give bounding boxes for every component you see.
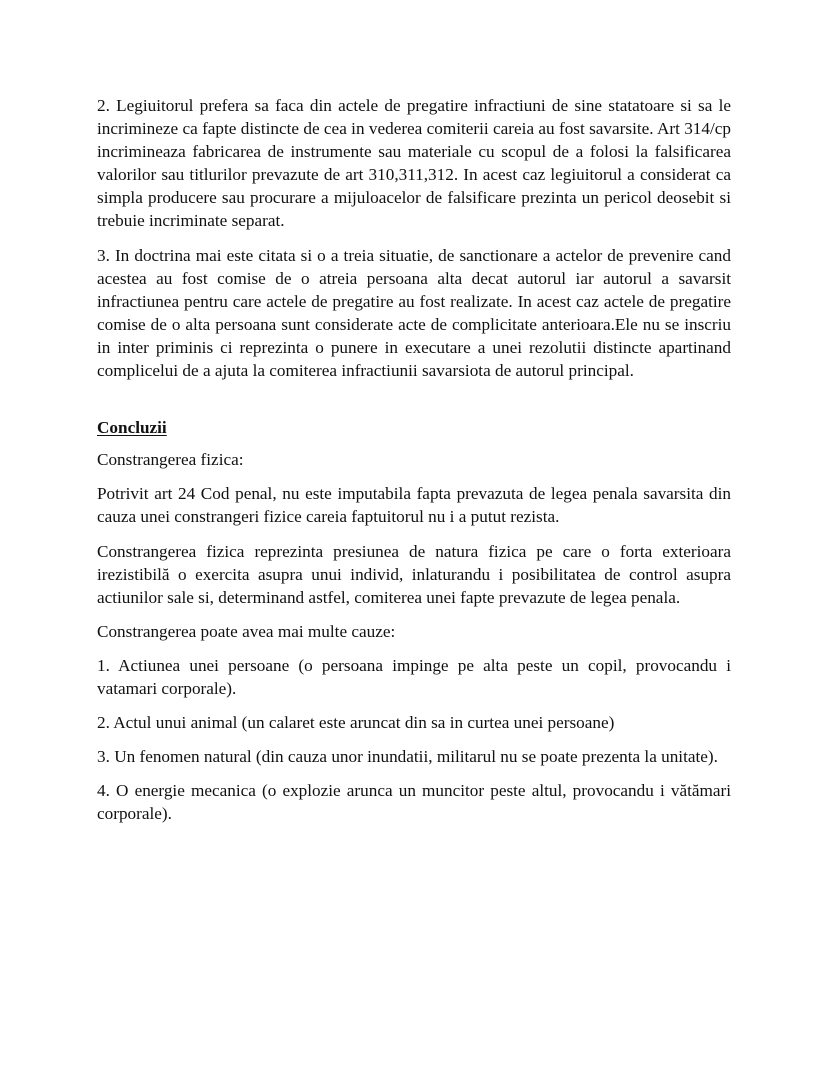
paragraph-art-24: Potrivit art 24 Cod penal, nu este imputabila fapta prevazuta de legea penala savarsita din cauza unei constrangeri fizice careia faptuitorul nu i a putut rezista.	[97, 484, 731, 527]
list-item-cause-4: 4. O energie mecanica (o explozie arunca un muncitor peste altul, provocandu i vătămari corporale).	[97, 781, 731, 824]
paragraph-definition: Constrangerea fizica reprezinta presiunea de natura fizica pe care o forta exterioara irezistibilă o exercita asupra unui individ, inlaturandu i posibilitatea de control asupra actiunilor sale si, determinand astfel, comiterea unei fapte prevazute de legea penala.	[97, 541, 731, 607]
section-heading-concluzii: Concluzii	[97, 418, 167, 438]
list-item-cause-2: 2. Actul unui animal (un calaret este aruncat din sa in curtea unei persoane)	[97, 713, 615, 733]
paragraph-doctrine-third-situation: 3. In doctrina mai este citata si o a treia situatie, de sanctionare a actelor de prevenire cand acestea au fost comise de o atreia persoana alta decat autorul iar autorul a savarsit infractiunea pentru care actele de pregatire au fost realizate. In acest caz actele de pregatire comise de o alta persoana sunt considerate acte de complicitate anterioara.Ele nu se inscriu in inter priminis ci reprezinta o punere in executare a unei rezolutii distincte apartinand complicelui de a ajuta la comiterea infractiunii savarsiota de autorul principal.	[97, 245, 731, 381]
paragraph-legislator-preference: 2. Legiuitorul prefera sa faca din actele de pregatire infractiuni de sine statatoare si sa le incrimineze ca fapte distincte de cea in vederea comiterii careia au fost savarsite. Art 314/cp incrimineaza fabricarea de instrumente sau materiale cu scopul de a folosi la falsificarea valorilor sau titlurilor prevazute de art 310,311,312. In acest caz legiuitorul a considerat ca simpla producere sau procurare a mijuloacelor de falsificare prezinta un pericol deosebit si trebuie incriminate separat.	[97, 96, 731, 231]
list-item-cause-1: 1. Actiunea unei persoane (o persoana impinge pe alta peste un copil, provocandu i vatamari corporale).	[97, 655, 731, 698]
paragraph-subtitle-physical-constraint: Constrangerea fizica:	[97, 450, 244, 470]
document-page	[97, 94, 731, 825]
paragraph-causes-intro: Constrangerea poate avea mai multe cauze:	[97, 621, 396, 641]
list-item-cause-3: 3. Un fenomen natural (din cauza unor inundatii, militarul nu se poate prezenta la unitate).	[97, 747, 718, 767]
